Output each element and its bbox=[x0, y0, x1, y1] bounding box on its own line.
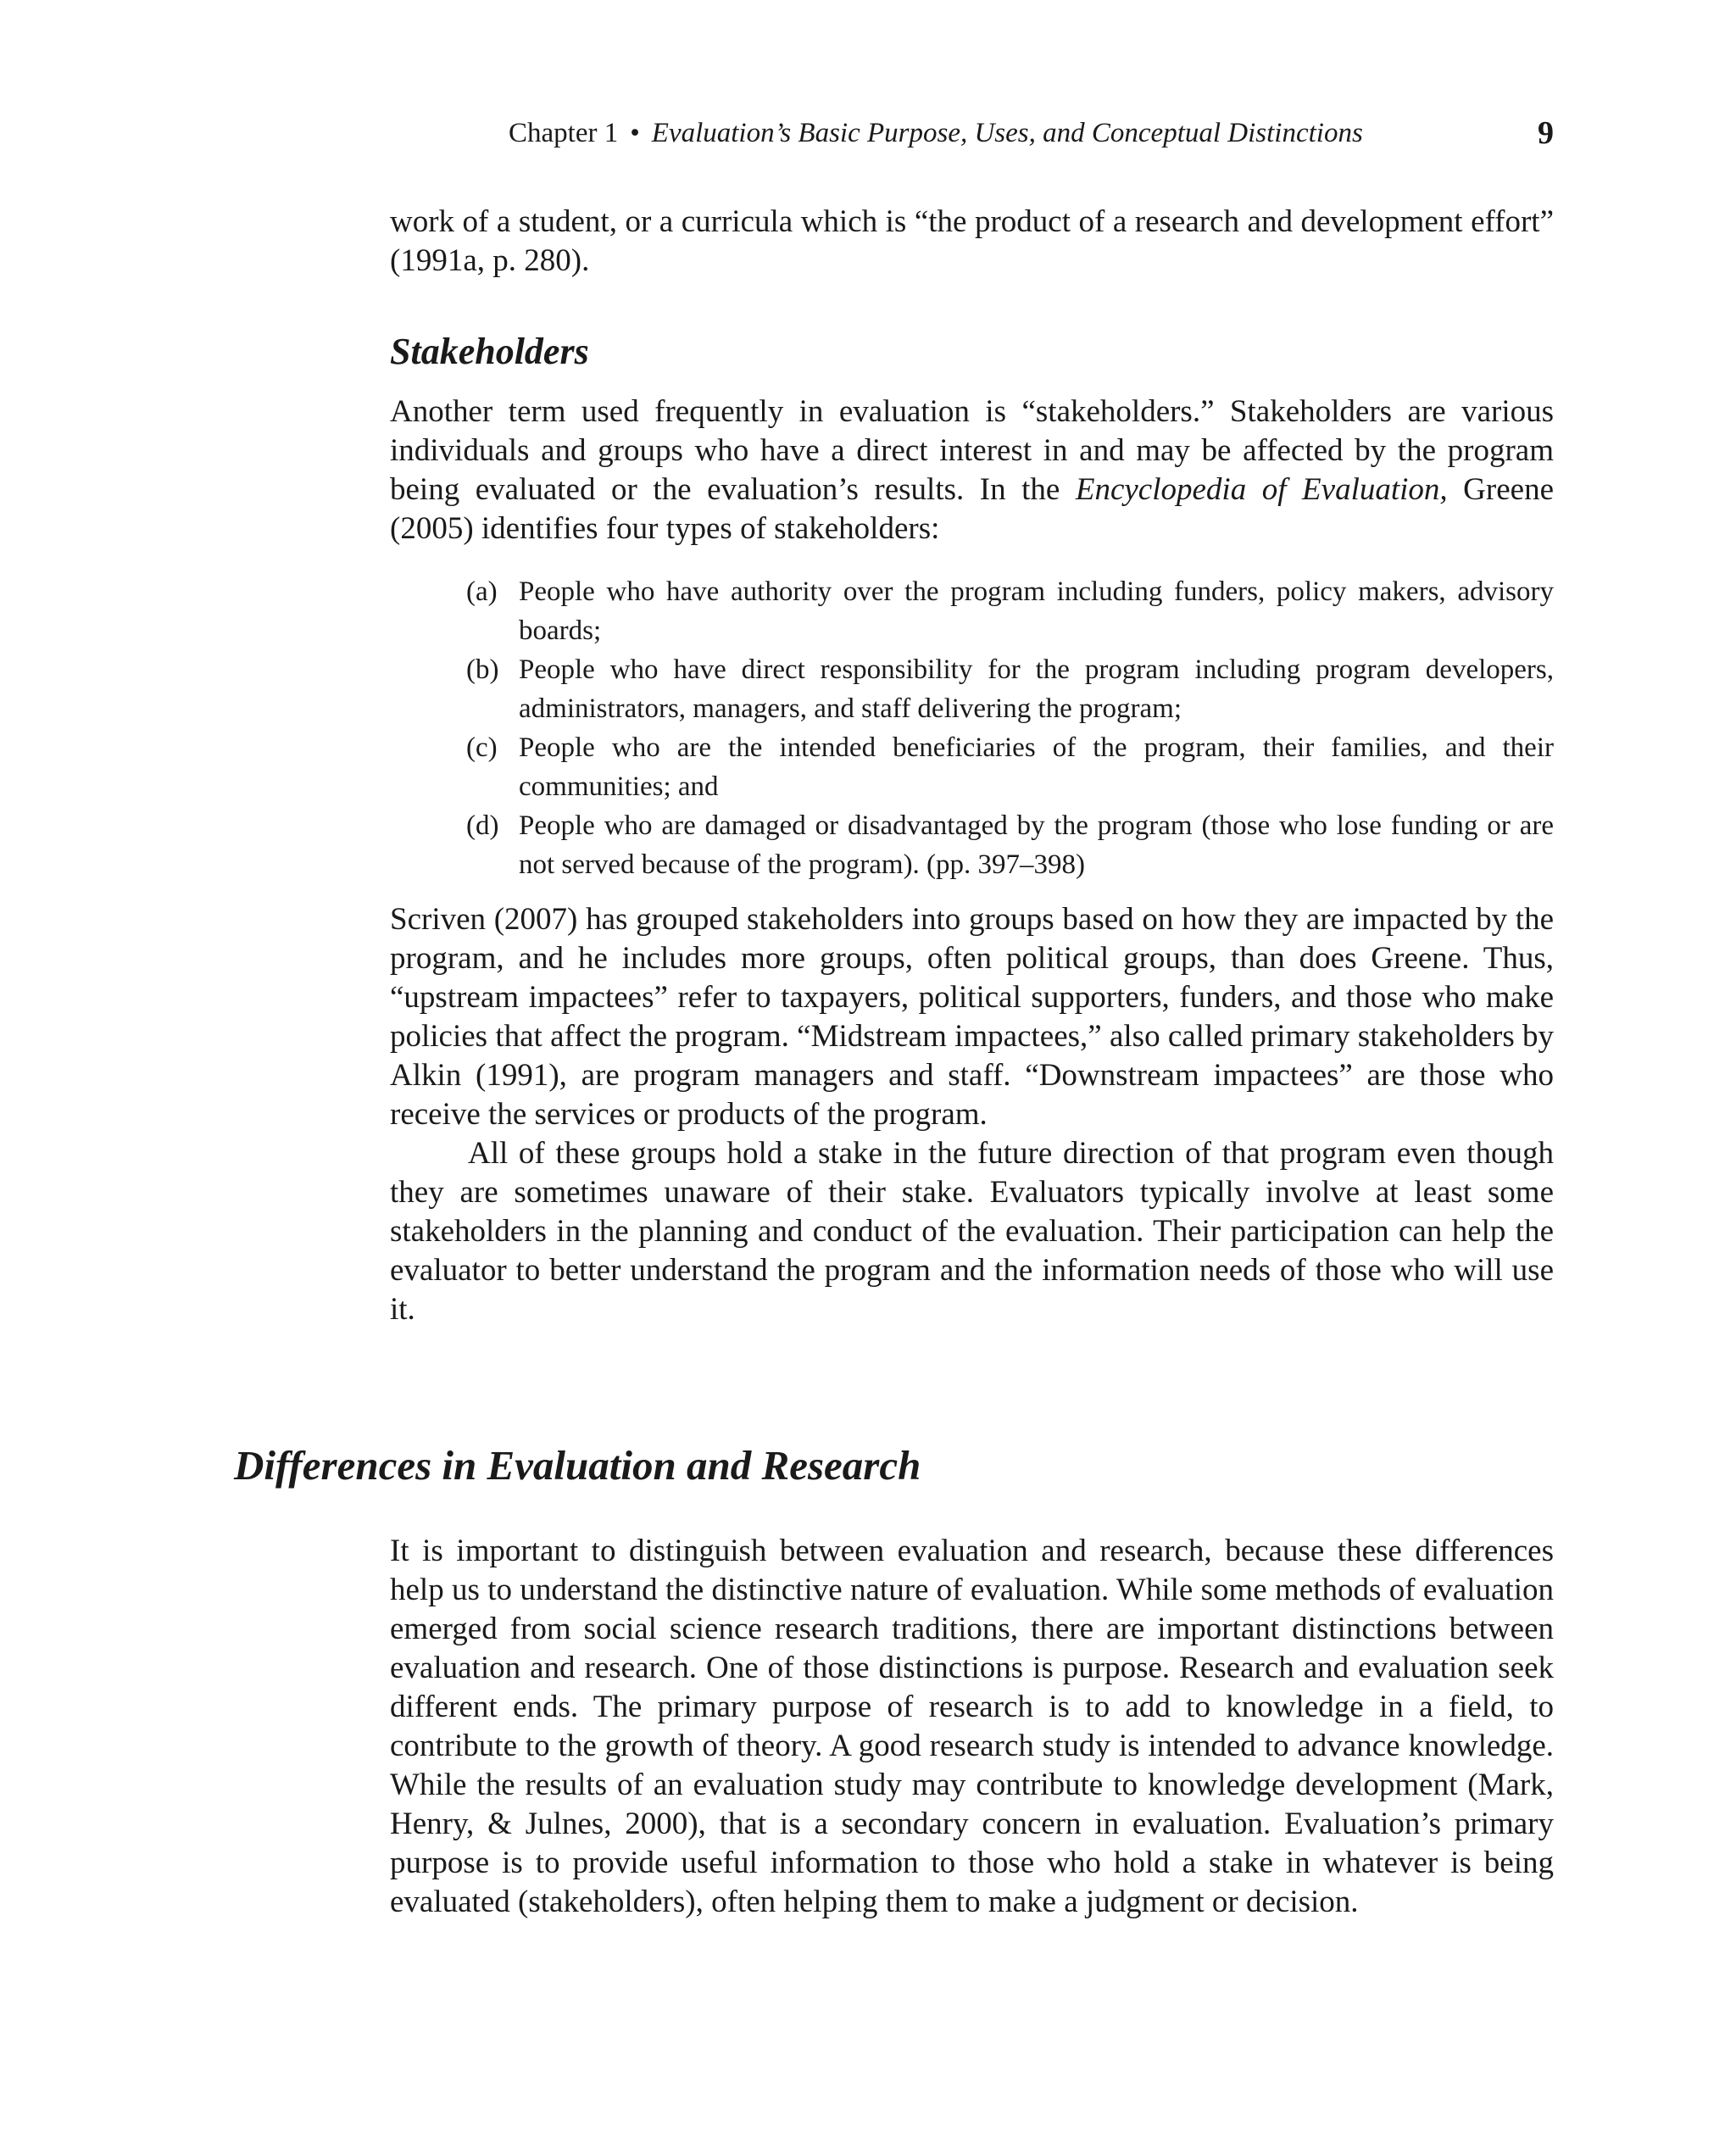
header-separator: • bbox=[630, 118, 640, 148]
definition-text-end: Greene (2005) identifies four types of stakeholders: bbox=[390, 472, 1554, 546]
definition-text-start: Another term used frequently in evaluation is “stakeholders.” Stakeholders are various individuals and groups who have a direct interest in and may be affected by the program being evaluated or the evaluation’s results. In the bbox=[390, 394, 1554, 507]
page-number: 9 bbox=[1538, 115, 1554, 151]
list-item bbox=[466, 806, 1554, 884]
running-head-text bbox=[509, 112, 1363, 154]
encyclopedia-title: Encyclopedia of Evaluation, bbox=[1075, 472, 1448, 507]
stakeholders-definition-paragraph bbox=[390, 392, 1554, 548]
differences-paragraph: It is important to distinguish between evaluation and research, because these differences help us to understand the distinctive nature of evaluation. While some methods of evaluation emerged from social science research traditions, there are important distinctions between evaluation and research. One of those distinctions is purpose. Research and evaluation seek different ends. The primary purpose of research is to add to knowledge in a field, to contribute to the growth of theory. A good research study is intended to advance knowledge. While the results of an evaluation study may contribute to knowledge development (Mark, Henry, & Julnes, 2000), that is a secondary concern in evaluation. Evaluation’s primary purpose is to provide useful information to those who hold a stake in whatever is being evaluated (stakeholders), often helping them to make a judgment or decision. bbox=[390, 1534, 1554, 1919]
list-item bbox=[466, 572, 1554, 650]
list-item-text: People who have direct responsibility for the program including program developers, administrators, managers, and staff delivering the program; bbox=[519, 654, 1554, 724]
stakeholders-discussion bbox=[390, 900, 1554, 1329]
list-item bbox=[466, 728, 1554, 806]
list-marker: (c) bbox=[466, 732, 498, 763]
chapter-label: Chapter 1 bbox=[509, 118, 619, 148]
intro-fragment: work of a student, or a curricula which is “the product of a research and development effort” (1991a, p. 280). bbox=[390, 204, 1554, 278]
list-item bbox=[466, 650, 1554, 728]
stakeholder-types-list bbox=[466, 572, 1554, 884]
list-item-text: People who have authority over the program including funders, policy makers, advisory boards; bbox=[519, 576, 1554, 646]
stakeholders-heading: Stakeholders bbox=[390, 331, 589, 372]
stakeholder-groups-paragraph: All of these groups hold a stake in the future direction of that program even though they are sometimes unaware of their stake. Evaluators typically involve at least some stakeholders in the planning and conduct of the evaluation. Their participation can help the evaluator to better understand the program and the information needs of those who will use it. bbox=[390, 1136, 1554, 1327]
differences-heading: Differences in Evaluation and Research bbox=[234, 1442, 921, 1489]
list-marker: (b) bbox=[466, 654, 499, 685]
list-marker: (d) bbox=[466, 810, 499, 841]
scriven-paragraph: Scriven (2007) has grouped stakeholders into groups based on how they are impacted by the program, and he includes more groups, often political groups, than does Greene. Thus, “upstream impactees” refer to taxpayers, political supporters, funders, and those who make policies that affect the program. “Midstream impactees,” also called primary stakeholders by Alkin (1991), are program managers and staff. “Downstream impactees” are those who receive the services or products of the program. bbox=[390, 902, 1554, 1132]
list-item-text: People who are damaged or disadvantaged by the program (those who lose funding or are not served because of the program). (pp. 397–398) bbox=[519, 810, 1554, 880]
chapter-title: Evaluation’s Basic Purpose, Uses, and Conceptual Distinctions bbox=[651, 118, 1363, 148]
list-item-text: People who are the intended beneficiaries of the program, their families, and their communities; and bbox=[519, 732, 1554, 802]
list-marker: (a) bbox=[466, 576, 498, 607]
running-head bbox=[509, 112, 1554, 154]
